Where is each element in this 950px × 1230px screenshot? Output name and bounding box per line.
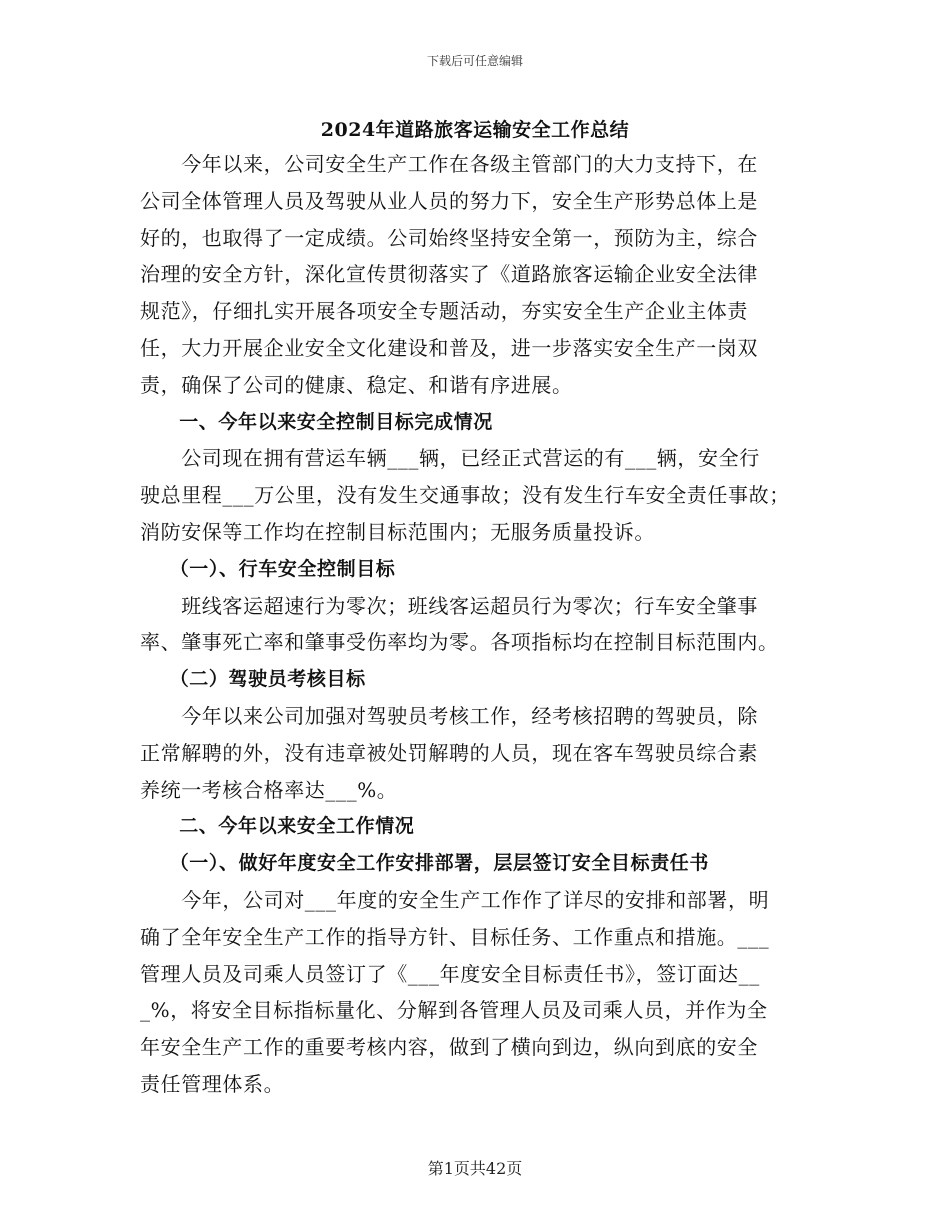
paragraph-line: 率、肇事死亡率和肇事受伤率均为零。各项指标均在控制目标范围内。 [140,630,779,655]
section-heading-line: （一）、行车安全控制目标 [140,557,396,580]
section-heading-line: 一、今年以来安全控制目标完成情况 [140,410,493,433]
paragraph-line: 公司现在拥有营运车辆___辆，已经正式营运的有___辆，安全行 [140,446,760,471]
paragraph-line: _%，将安全目标指标量化、分解到各管理人员及司乘人员，并作为全 [140,998,768,1023]
header-note: 下载后可任意编辑 [426,54,523,68]
section-heading-line: （一）、做好年度安全工作安排部署，层层签订安全目标责任书 [140,852,710,875]
paragraph-line: 好的，也取得了一定成绩。公司始终坚持安全第一，预防为主，综合 [140,225,758,250]
paragraph-line: 今年以来公司加强对驾驶员考核工作，经考核招聘的驾驶员，除 [140,703,758,728]
paragraph-line: 公司全体管理人员及驾驶从业人员的努力下，安全生产形势总体上是 [140,188,758,213]
document-title: 2024年道路旅客运输安全工作总结 [320,119,630,141]
paragraph-line: 今年以来，公司安全生产工作在各级主管部门的大力支持下，在 [140,152,758,176]
paragraph-line: 规范》，仔细扎实开展各项安全专题活动，夯实安全生产企业主体责 [140,299,748,324]
paragraph-line: 正常解聘的外，没有违章被处罚解聘的人员，现在客车驾驶员综合素 [140,740,758,765]
paragraph-line: 今年，公司对___年度的安全生产工作作了详尽的安排和部署，明 [140,887,770,912]
paragraph-line: 任，大力开展企业安全文化建设和普及，进一步落实安全生产一岗双 [140,335,758,360]
section-heading-line: 二、今年以来安全工作情况 [140,815,415,838]
paragraph-line: 驶总里程___万公里，没有发生交通事故；没有发生行车安全责任事故； [140,483,790,508]
paragraph-line: 确了全年安全生产工作的指导方针、目标任务、工作重点和措施。___ [140,924,770,949]
section-heading-line: （二）驾驶员考核目标 [140,668,366,691]
paragraph-line: 养统一考核合格率达___%。 [140,777,398,802]
paragraph-line: 责，确保了公司的健康、稳定、和谐有序进展。 [140,372,573,397]
paragraph-line: 班线客运超速行为零次；班线客运超员行为零次；行车安全肇事 [140,593,758,618]
paragraph-line: 消防安保等工作均在控制目标范围内；无服务质量投诉。 [140,519,655,544]
paragraph-line: 责任管理体系。 [140,1071,285,1096]
paragraph-line: 年安全生产工作的重要考核内容，做到了横向到边，纵向到底的安全 [140,1035,758,1060]
paragraph-line: 管理人员及司乘人员签订了《___年度安全目标责任书》，签订面达__ [140,961,760,986]
paragraph-line: 治理的安全方针，深化宣传贯彻落实了《道路旅客运输企业安全法律 [140,262,758,287]
page-number: 第1页共42页 [427,1159,523,1178]
document-body [140,146,815,1103]
